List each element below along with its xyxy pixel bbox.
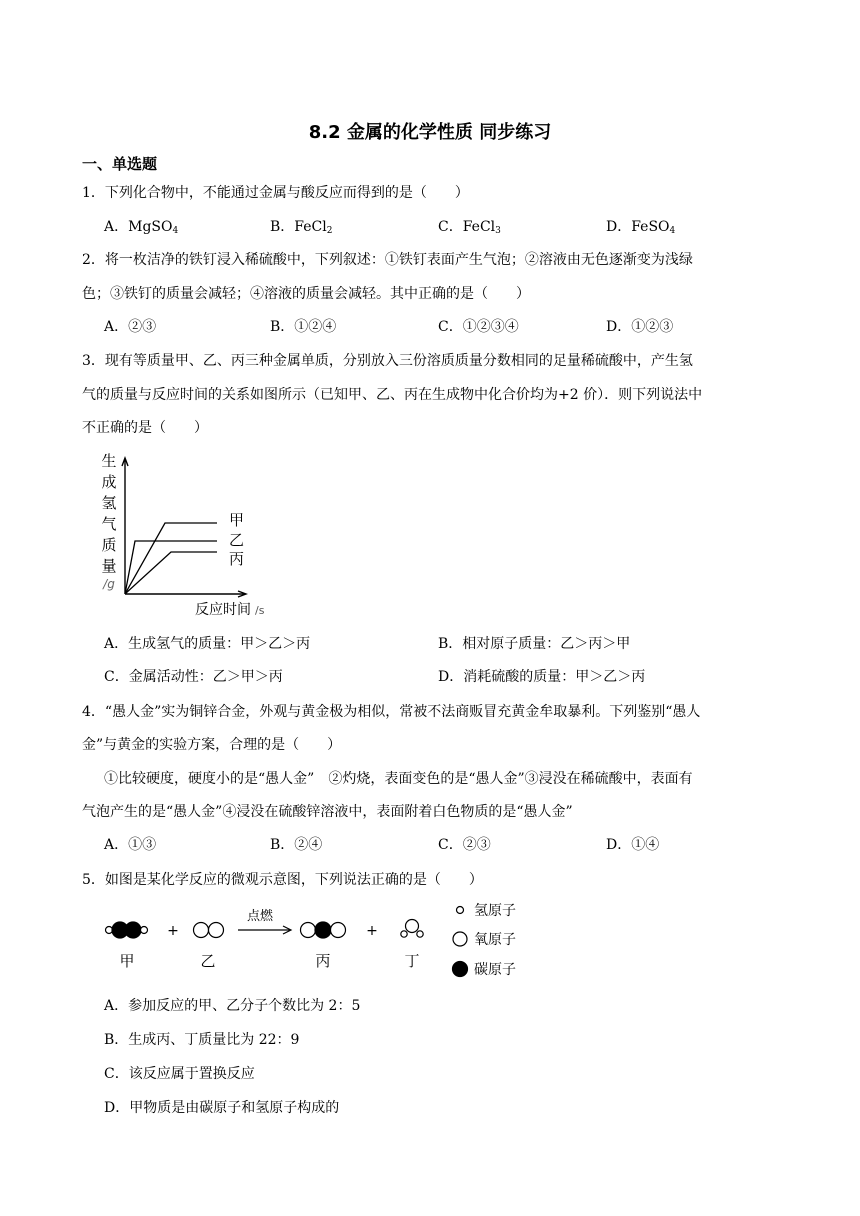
label-ding: 丁: [404, 952, 420, 970]
series-label-yi: 乙: [229, 531, 245, 549]
q2-option-c[interactable]: C．①②③④: [438, 319, 519, 335]
q4-option-a[interactable]: A．①③: [104, 837, 157, 853]
xunit: /s: [255, 604, 265, 617]
q5-reaction-diagram: [100, 896, 540, 986]
q3-option-d[interactable]: D．消耗硫酸的质量：甲＞乙＞丙: [438, 669, 646, 685]
q2-option-d[interactable]: D．①②③: [606, 319, 674, 335]
q1-option-c[interactable]: C．FeCl$_3$: [438, 219, 501, 236]
plus-sign-2: +: [366, 923, 378, 939]
q3-stem-line3: 不正确的是（ ）: [82, 420, 208, 436]
label-yi: 乙: [200, 952, 216, 970]
q1-stem: 1．下列化合物中，不能通过金属与酸反应而得到的是（ ）: [82, 185, 469, 201]
label-jia: 甲: [119, 952, 135, 970]
q1-option-b[interactable]: B．FeCl$_2$: [270, 219, 333, 236]
series-label-bing: 丙: [229, 550, 245, 568]
svg-text:氢: 氢: [101, 494, 117, 512]
page-title: 8.2 金属的化学性质 同步练习: [308, 122, 552, 143]
legend-carbon-label: 碳原子: [474, 962, 516, 978]
svg-text:气: 气: [101, 515, 117, 533]
reaction-condition: 点燃: [246, 909, 274, 924]
q3-option-b[interactable]: B．相对原子质量：乙＞丙＞甲: [438, 636, 631, 652]
svg-text:量: 量: [101, 557, 117, 575]
legend: [453, 907, 468, 977]
q4-option-c[interactable]: C．②③: [438, 837, 491, 853]
legend-hydrogen-icon: [457, 907, 464, 914]
molecule-ding: [401, 920, 423, 938]
q3-stem-line2: 气的质量与反应时间的关系如图所示（已知甲、乙、丙在生成物中化合价均为+2 价）．则下列说法中: [82, 387, 703, 403]
svg-text:生: 生: [101, 452, 117, 470]
q2-stem-line1: 2．将一枚洁净的铁钉浸入稀硫酸中，下列叙述：①铁钉表面产生气泡；②溶液由无色逐渐变为浅绿: [82, 252, 693, 268]
q4-stem-line3: ①比较硬度，硬度小的是“愚人金” ②灼烧，表面变色的是“愚人金”③浸没在稀硫酸中，表面有: [104, 771, 693, 787]
q4-stem-line4: 气泡产生的是“愚人金”④浸没在硫酸锌溶液中，表面附着白色物质的是“愚人金”: [82, 804, 573, 820]
xlabel: 反应时间: [195, 602, 251, 618]
q5-option-d[interactable]: D．甲物质是由碳原子和氢原子构成的: [104, 1100, 340, 1116]
q2-option-b[interactable]: B．①②④: [270, 319, 337, 335]
series-label-jia: 甲: [229, 511, 245, 529]
graph-axes: [122, 458, 246, 597]
q2-stem-line2: 色；③铁钉的质量会减轻；④溶液的质量会减轻。其中正确的是（ ）: [82, 286, 530, 302]
q4-stem-line2: 金”与黄金的实验方案，合理的是（ ）: [82, 737, 342, 753]
series-bing: [125, 552, 217, 594]
molecule-bing: [301, 922, 346, 938]
q5-option-c[interactable]: C．该反应属于置换反应: [104, 1066, 255, 1082]
legend-oxygen-label: 氧原子: [474, 932, 516, 948]
q5-option-b[interactable]: B．生成丙、丁质量比为 22：9: [104, 1032, 300, 1048]
q1-option-a[interactable]: A．MgSO$_4$: [104, 219, 179, 236]
ylabel: [101, 452, 116, 575]
legend-carbon-icon: [453, 962, 468, 977]
q3-graph: [95, 450, 285, 620]
q5-stem: 5．如图是某化学反应的微观示意图，下列说法正确的是（ ）: [82, 872, 483, 888]
molecule-jia: [106, 922, 148, 938]
legend-oxygen-icon: [453, 932, 467, 946]
reaction-arrow: [238, 926, 291, 934]
molecule-yi: [194, 923, 224, 938]
q3-stem-line1: 3．现有等质量甲、乙、丙三种金属单质，分别放入三份溶质质量分数相同的足量稀硫酸中，产生氢: [82, 353, 693, 369]
q5-option-a[interactable]: A．参加反应的甲、乙分子个数比为 2：5: [104, 998, 361, 1014]
q3-option-c[interactable]: C．金属活动性：乙＞甲＞丙: [104, 669, 283, 685]
svg-text:质: 质: [101, 536, 117, 554]
q1-option-d[interactable]: D．FeSO$_4$: [606, 219, 676, 236]
yunit: /g: [103, 577, 115, 591]
q4-option-d[interactable]: D．①④: [606, 837, 660, 853]
q2-option-a[interactable]: A．②③: [104, 319, 157, 335]
section-heading: 一、单选题: [82, 155, 158, 173]
plus-sign-1: +: [167, 923, 179, 939]
graph-series: [125, 523, 217, 594]
series-jia: [125, 523, 217, 594]
q4-stem-line1: 4．“愚人金”实为铜锌合金，外观与黄金极为相似，常被不法商贩冒充黄金牟取暴利。下列鉴别“愚人: [82, 704, 701, 720]
series-yi: [125, 541, 217, 594]
svg-text:成: 成: [101, 473, 117, 491]
q4-option-b[interactable]: B．②④: [270, 837, 323, 853]
legend-hydrogen-label: 氢原子: [474, 903, 516, 919]
q3-option-a[interactable]: A．生成氢气的质量：甲＞乙＞丙: [104, 636, 311, 652]
label-bing: 丙: [315, 952, 331, 970]
